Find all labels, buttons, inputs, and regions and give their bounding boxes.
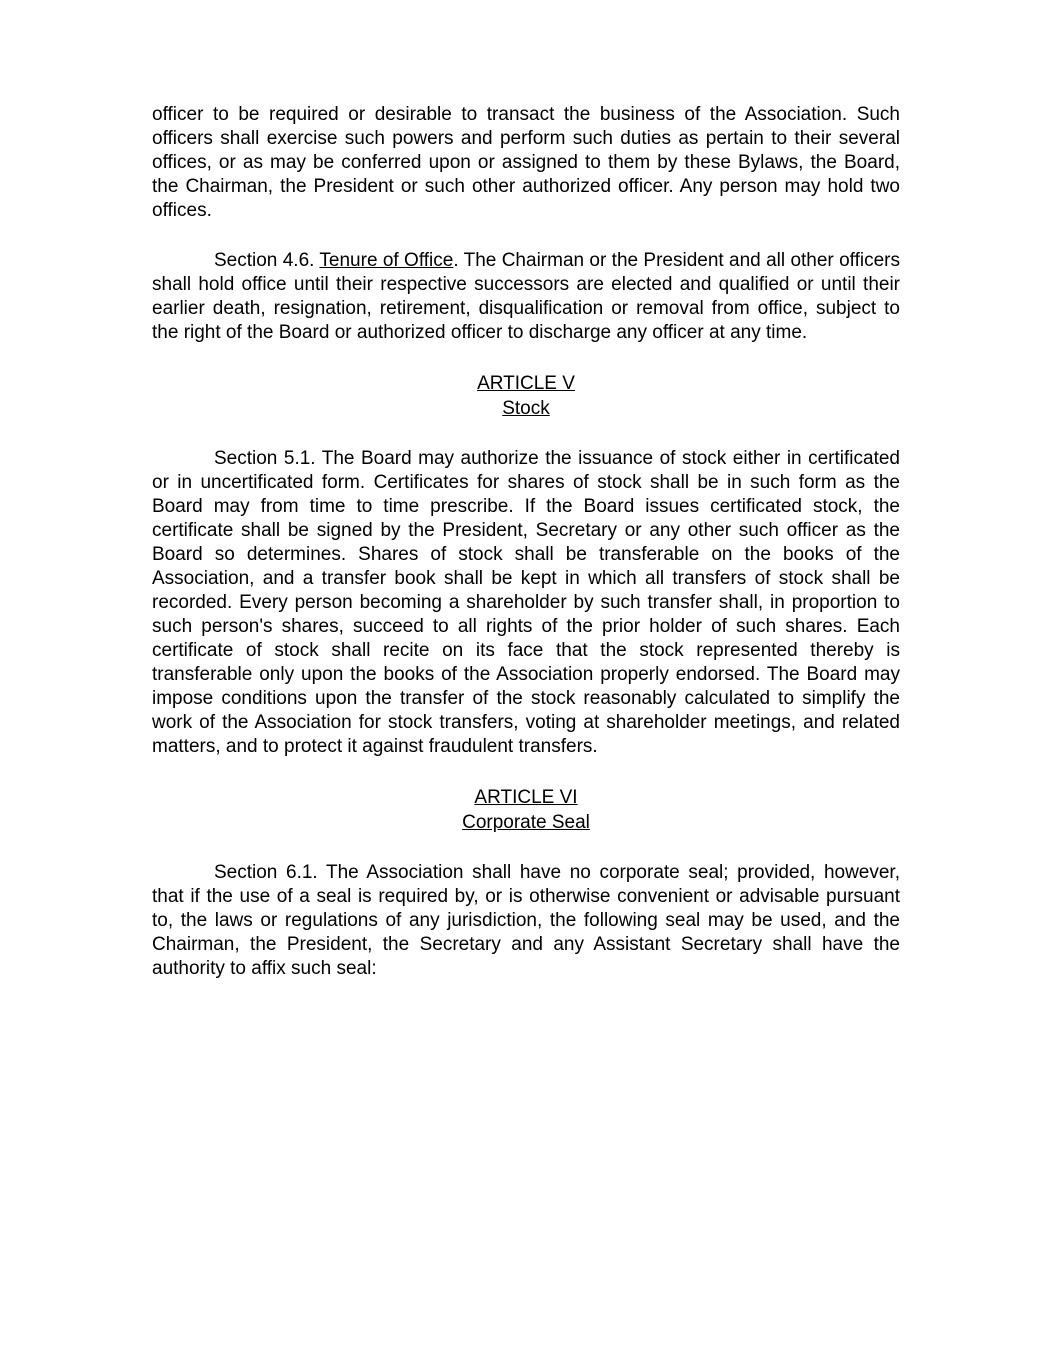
document-content <box>152 103 900 1007</box>
article-vi-heading-block <box>152 785 900 835</box>
section-4-6-paragraph <box>152 249 900 345</box>
section-6-1-paragraph: Section 6.1. The Association shall have no corporate seal; provided, however, that if the use of a seal is required by, or is otherwise convenient or advisable pursuant to, the laws or regulations of any jurisdiction, the following seal may be used, and the Chairman, the President, the Secretary and any Assistant Secretary shall have the authority to affix such seal: <box>152 862 900 979</box>
continuation-paragraph: officer to be required or desirable to transact the business of the Association. Such officers shall exercise such powers and perform such duties as pertain to their several offices, or as may be conferred upon or assigned to them by these Bylaws, the Board, the Chairman, the President or such other authorized officer. Any person may hold two offices. <box>152 104 900 221</box>
article-v-heading-block <box>152 371 900 421</box>
section-5-1-paragraph: Section 5.1. The Board may authorize the issuance of stock either in certificated or in uncertificated form. Certificates for shares of stock shall be in such form as the Board may from time to time prescribe. If the Board issues certificated stock, the certificate shall be signed by the President, Secretary or any other such officer as the Board so determines. Shares of stock shall be transferable on the books of the Association, and a transfer book shall be kept in which all transfers of stock shall be recorded. Every person becoming a shareholder by such transfer shall, in proportion to such person's shares, succeed to all rights of the prior holder of such shares. Each certificate of stock shall recite on its face that the stock represented thereby is transferable only upon the books of the Association properly endorsed. The Board may impose conditions upon the transfer of the stock reasonably calculated to simplify the work of the Association for stock transfers, voting at shareholder meetings, and related matters, and to protect it against fraudulent transfers. <box>152 448 900 757</box>
article-vi-subheading: Corporate Seal <box>462 812 590 833</box>
section-4-6-body: . The Chairman or the President and all other officers shall hold office until their respective successors are elected and qualified or until their earlier death, resignation, retirement, disqualification or removal from office, subject to the right of the Board or authorized officer to discharge any officer at any time. <box>152 250 900 343</box>
article-v-heading: ARTICLE V <box>477 373 575 394</box>
article-vi-heading: ARTICLE VI <box>474 787 578 808</box>
section-4-6-title: Tenure of Office <box>319 250 454 271</box>
section-4-6-label: Section 4.6. <box>214 250 320 271</box>
article-v-subheading: Stock <box>502 398 550 419</box>
